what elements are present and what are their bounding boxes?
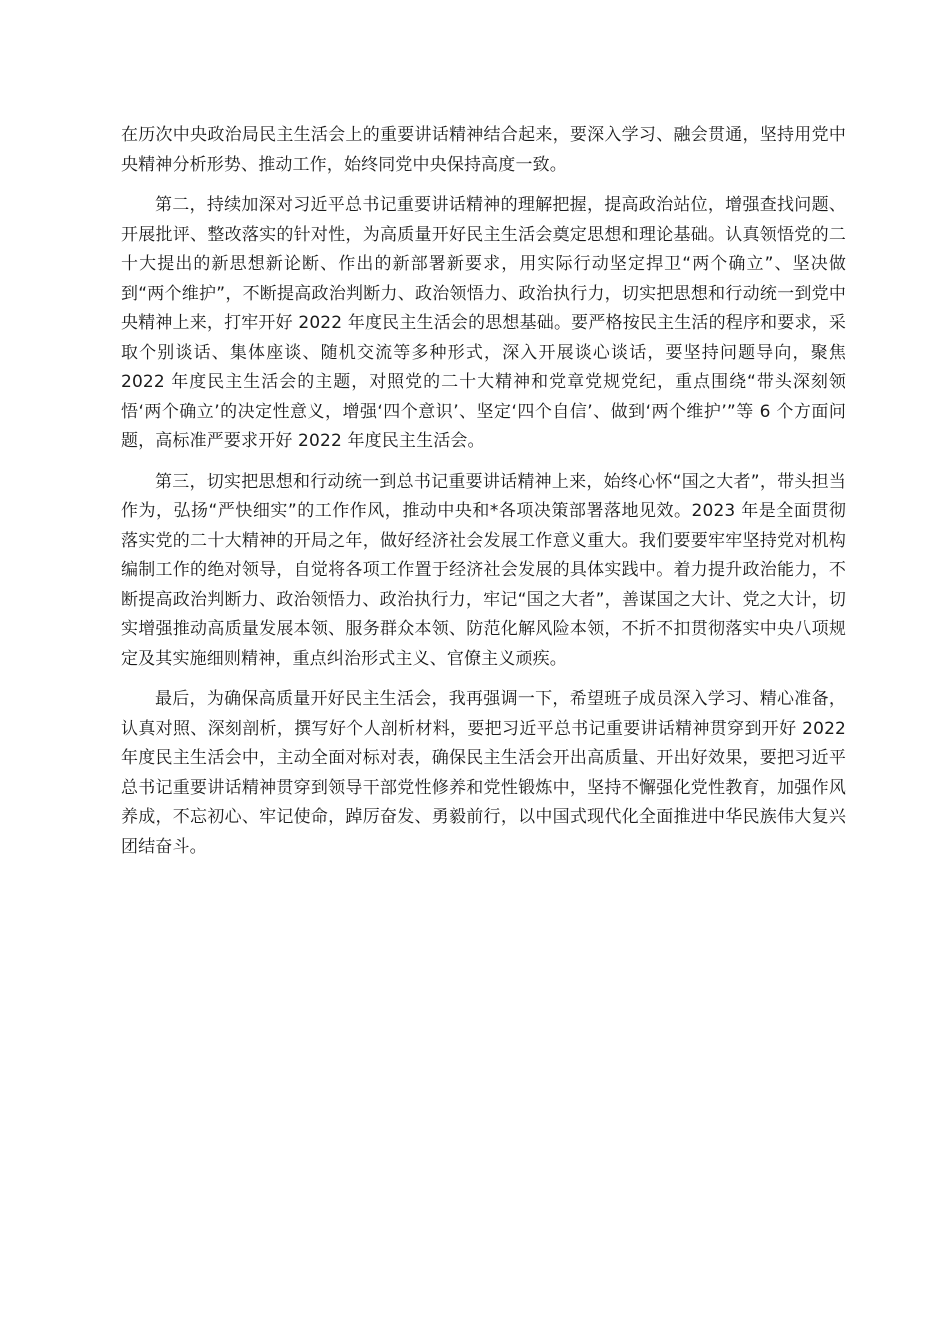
paragraph-final-point: 最后，为确保高质量开好民主生活会，我再强调一下，希望班子成员深入学习、精心准备，认真对照、深刻剖析，撰写好个人剖析材料，要把习近平总书记重要讲话精神贯穿到开好 2022 年度民主生活会中，主动全面对标对表，确保民主生活会开出高质量、开出好效果，要把习近平总书记重要讲话精神贯穿到领导干部党性修养和党性锻炼中，坚持不懈强化党性教育，加强作风养成，不忘初心、牢记使命，踔厉奋发、勇毅前行，以中国式现代化全面推进中华民族伟大复兴团结奋斗。 bbox=[121, 689, 846, 857]
paragraph-third-point: 第三，切实把思想和行动统一到总书记重要讲话精神上来，始终心怀“国之大者”，带头担当作为，弘扬“严快细实”的工作作风，推动中央和*各项决策部署落地见效。2023 年是全面贯彻落实党的二十大精神的开局之年，做好经济社会发展工作意义重大。我们要要牢牢坚持党对机构编制工作的绝对领导，自觉将各项工作置于经济社会发展的具体实践中。着力提升政治能力，不断提高政治判断力、政治领悟力、政治执行力，牢记“国之大者”，善谋国之大计、党之大计，切实增强推动高质量发展本领、服务群众本领、防范化解风险本领，不折不扣贯彻落实中央八项规定及其实施细则精神，重点纠治形式主义、官僚主义顽疾。 bbox=[121, 471, 846, 669]
paragraph-continuation: 在历次中央政治局民主生活会上的重要讲话精神结合起来，要深入学习、融会贯通，坚持用党中央精神分析形势、推动工作，始终同党中央保持高度一致。 bbox=[121, 125, 846, 175]
paragraph-second-point: 第二，持续加深对习近平总书记重要讲话精神的理解把握，提高政治站位，增强查找问题、开展批评、整改落实的针对性，为高质量开好民主生活会奠定思想和理论基础。认真领悟党的二十大提出的新思想新论断、作出的新部署新要求，用实际行动坚定捍卫“两个确立”、坚决做到“两个维护”，不断提高政治判断力、政治领悟力、政治执行力，切实把思想和行动统一到党中央精神上来，打牢开好 2022 年度民主生活会的思想基础。要严格按民主生活的程序和要求，采取个别谈话、集体座谈、随机交流等多种形式，深入开展谈心谈话，要坚持问题导向，聚焦 2022 年度民主生活会的主题，对照党的二十大精神和党章党规党纪，重点围绕“带头深刻领悟‘两个确立’的决定性意义，增强‘四个意识’、坚定‘四个自信’、做到‘两个维护’”等 6 个方面问题，高标准严要求开好 2022 年度民主生活会。 bbox=[121, 195, 846, 451]
document-body bbox=[121, 121, 846, 873]
